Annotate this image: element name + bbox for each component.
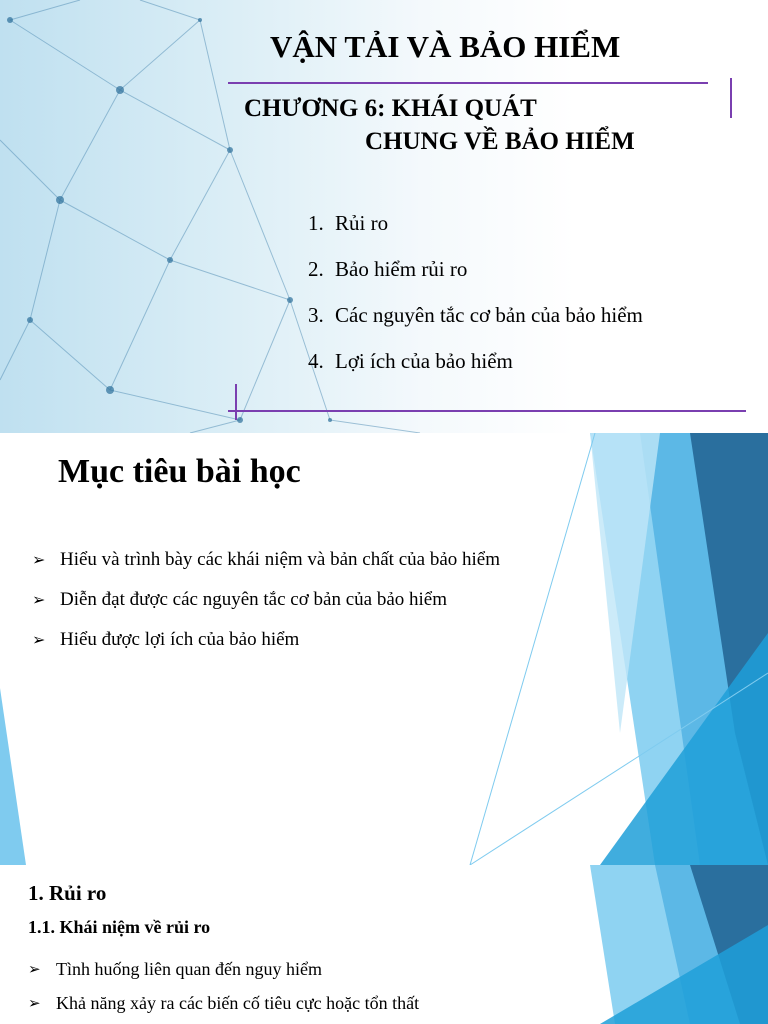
chapter-subtitle-line1: CHƯƠNG 6: KHÁI QUÁT <box>244 95 537 122</box>
slide-2-objectives <box>0 433 768 865</box>
arrow-bullet-icon: ➢ <box>32 590 46 609</box>
presentation-title: VẬN TẢI VÀ BẢO HIỂM <box>270 29 621 64</box>
arrow-bullet-icon: ➢ <box>32 630 46 649</box>
bottom-divider-tick <box>235 384 237 420</box>
section-subheading: 1.1. Khái niệm về rủi ro <box>28 917 211 937</box>
chapter-outline-list <box>308 208 698 392</box>
arrow-bullet-icon: ➢ <box>28 994 41 1012</box>
chapter-subtitle-line2: CHUNG VỀ BẢO HIỂM <box>365 128 635 155</box>
slide-title: Mục tiêu bài học <box>58 453 301 490</box>
list-item: ➢ Hiểu được lợi ích của bảo hiểm <box>32 627 500 653</box>
list-item: ➢ Tình huống liên quan đến nguy hiểm <box>28 959 322 979</box>
chapter-subtitle <box>244 92 714 158</box>
arrow-bullet-icon: ➢ <box>32 550 46 569</box>
risk-definition-list <box>28 957 419 1024</box>
list-item: ➢ Khả năng xảy ra các biến cố tiêu cực hoặc tổn thất <box>28 993 420 1013</box>
list-item: 2. Bảo hiểm rủi ro <box>308 257 468 281</box>
top-divider-tick <box>730 78 732 118</box>
list-item: 1. Rủi ro <box>308 211 389 235</box>
bottom-divider-line <box>228 410 746 412</box>
list-item: 3. Các nguyên tắc cơ bản của bảo hiểm <box>308 303 643 327</box>
slide-1-title <box>0 0 768 433</box>
arrow-bullet-icon: ➢ <box>28 960 41 978</box>
list-item: ➢ Hiểu và trình bày các khái niệm và bản chất của bảo hiểm <box>32 547 500 573</box>
list-item: ➢ Diễn đạt được các nguyên tắc cơ bản của bảo hiểm <box>32 587 500 613</box>
slide-3-risk <box>0 865 768 1024</box>
section-heading: 1. Rủi ro <box>28 881 107 905</box>
list-item: 4. Lợi ích của bảo hiểm <box>308 349 513 373</box>
top-divider-line <box>228 82 708 84</box>
objectives-list <box>32 547 500 667</box>
